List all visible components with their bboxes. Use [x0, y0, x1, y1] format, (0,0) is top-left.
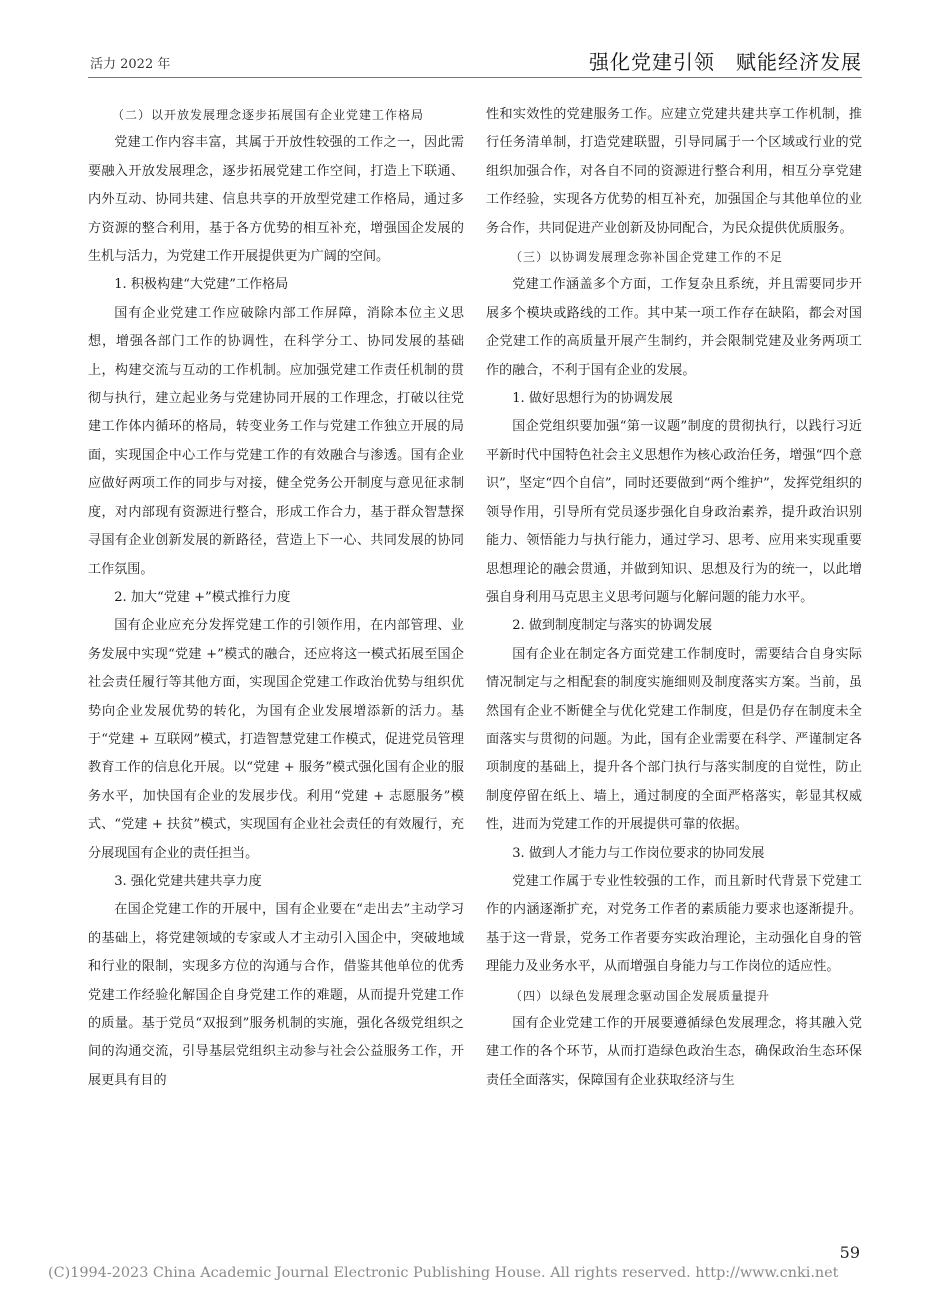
copyright-notice: (C)1994-2023 China Academic Journal Electronic Publishing House. All rights reserved. http://www.cnki.net [48, 1265, 839, 1281]
section-heading: （四）以绿色发展理念驱动国企发展质量提升 [510, 988, 771, 1003]
paragraph: 国企党组织要加强“第一议题”制度的贯彻执行，以践行习近平新时代中国特色社会主义思想作为核心政治任务，增强“四个意识”，坚定“四个自信”，同时还要做到“两个维护”，发挥党组织的领导作用，引导所有党员逐步强化自身政治素养，提升政治识别能力、领悟能力与执行能力，通过学习、思考、应用来实现重要思想理论的融会贯通，并做到知识、思想及行为的统一，以此增强自身利用马克思主义思考问题与化解问题的能力水平。 [486, 419, 862, 605]
running-header-journal: 活力 2022 年 [90, 57, 171, 72]
paragraph: 国有企业应充分发挥党建工作的引领作用，在内部管理、业务发展中实现“党建 +”模式的融合，还应将这一模式拓展至国企社会责任履行等其他方面，实现国企党建工作政治优势与组织优势向企业发展优势的转化，为国有企业发展增添新的活力。基于“党建 + 互联网”模式，打造智慧党建工作模式，促进党员管理教育工作的信息化开展。以“党建 + 服务”模式强化国有企业的服务水平，加快国有企业的发展步伐。利用“党建 + 志愿服务”模式、“党建 + 扶贫”模式，实现国有企业社会责任的有效履行，充分展现国有企业的责任担当。 [88, 618, 464, 861]
section-heading: （三）以协调发展理念弥补国企党建工作的不足 [510, 250, 784, 265]
page-number: 59 [839, 1243, 860, 1262]
numbered-subheading: 2. 加大“党建 +”模式推行力度 [114, 589, 291, 605]
paragraph: 在国企党建工作的开展中，国有企业要在“走出去”主动学习的基础上，将党建领域的专家或人才主动引入国企中，突破地域和行业的限制，实现多方位的沟通与合作，借鉴其他单位的优秀党建工作经验化解国企自身党建工作的难题，从而提升党建工作的质量。基于党员“双报到”服务机制的实施，强化各级党组织之间的沟通交流，引导基层党组织主动参与社会公益服务工作，开展更具有目的 [88, 902, 464, 1088]
numbered-subheading: 1. 积极构建“大党建”工作格局 [114, 277, 289, 293]
paragraph: 党建工作属于专业性较强的工作，而且新时代背景下党建工作的内涵逐渐扩充，对党务工作者的素质能力要求也逐渐提升。基于这一背景，党务工作者要夯实政治理论，主动强化自身的管理能力及业务水平，从而增强自身能力与工作岗位的适应性。 [486, 873, 862, 975]
paragraph: 党建工作内容丰富，其属于开放性较强的工作之一，因此需要融入开放发展理念，逐步拓展党建工作空间，打造上下联通、内外互动、协同共建、信息共享的开放型党建工作格局，通过多方资源的整合利用，基于各方优势的相互补充，增强国企发展的生机与活力，为党建工作开展提供更为广阔的空间。 [88, 135, 464, 265]
paragraph: 国有企业党建工作应破除内部工作屏障，消除本位主义思想，增强各部门工作的协调性，在科学分工、协同发展的基础上，构建交流与互动的工作机制。应加强党建工作责任机制的贯彻与执行，建立起业务与党建协同开展的工作理念，打破以往党建工作体内循环的格局，转变业务工作与党建工作独立开展的局面，实现国企中心工作与党建工作的有效融合与渗透。国有企业应做好两项工作的同步与对接，健全党务公开制度与意见征求制度，对内部现有资源进行整合，形成工作合力，基于群众智慧探寻国有企业创新发展的新路径，营造上下一心、共同发展的协同工作氛围。 [88, 305, 464, 577]
numbered-subheading: 1. 做好思想行为的协调发展 [512, 391, 673, 407]
header-divider [88, 77, 862, 78]
paragraph: 国有企业在制定各方面党建工作制度时，需要结合自身实际情况制定与之相配套的制度实施细则及制度落实方案。当前，虽然国有企业不断健全与优化党建工作制度，但是仍存在制度未全面落实与贯彻的问题。为此，国有企业需要在科学、严谨制定各项制度的基础上，提升各个部门执行与落实制度的自觉性，防止制度停留在纸上、墙上，通过制度的全面严格落实，彰显其权威性，进而为党建工作的开展提供可靠的依据。 [486, 646, 862, 833]
paragraph: 党建工作涵盖多个方面，工作复杂且系统，并且需要同步开展多个模块或路线的工作。其中某一项工作存在缺陷，都会对国企党建工作的高质量开展产生制约，并会限制党建及业务两项工作的融合，不利于国有企业的发展。 [486, 277, 862, 378]
paragraph: 国有企业党建工作的开展要遵循绿色发展理念，将其融入党建工作的各个环节，从而打造绿色政治生态，确保政治生态环保责任全面落实，保障国有企业获取经济与生 [486, 1016, 862, 1088]
right-column [486, 101, 862, 1271]
numbered-subheading: 3. 做到人才能力与工作岗位要求的协同发展 [512, 845, 765, 861]
left-column [88, 101, 464, 1271]
numbered-subheading: 3. 强化党建共建共享力度 [114, 873, 262, 889]
numbered-subheading: 2. 做到制度制定与落实的协调发展 [512, 618, 713, 634]
section-heading: （二）以开放发展理念逐步拓展国有企业党建工作格局 [112, 108, 425, 122]
paragraph-continuation: 性和实效性的党建服务工作。应建立党建共建共享工作机制，推行任务清单制，打造党建联盟，引导同属于一个区域或行业的党组织加强合作，对各自不同的资源进行整合利用，相互分享党建工作经验，实现各方优势的相互补充，加强国企与其他单位的业务合作，共同促进产业创新及协同配合，为民众提供优质服务。 [486, 107, 862, 236]
running-header-title: 强化党建引领 赋能经济发展 [589, 50, 862, 74]
